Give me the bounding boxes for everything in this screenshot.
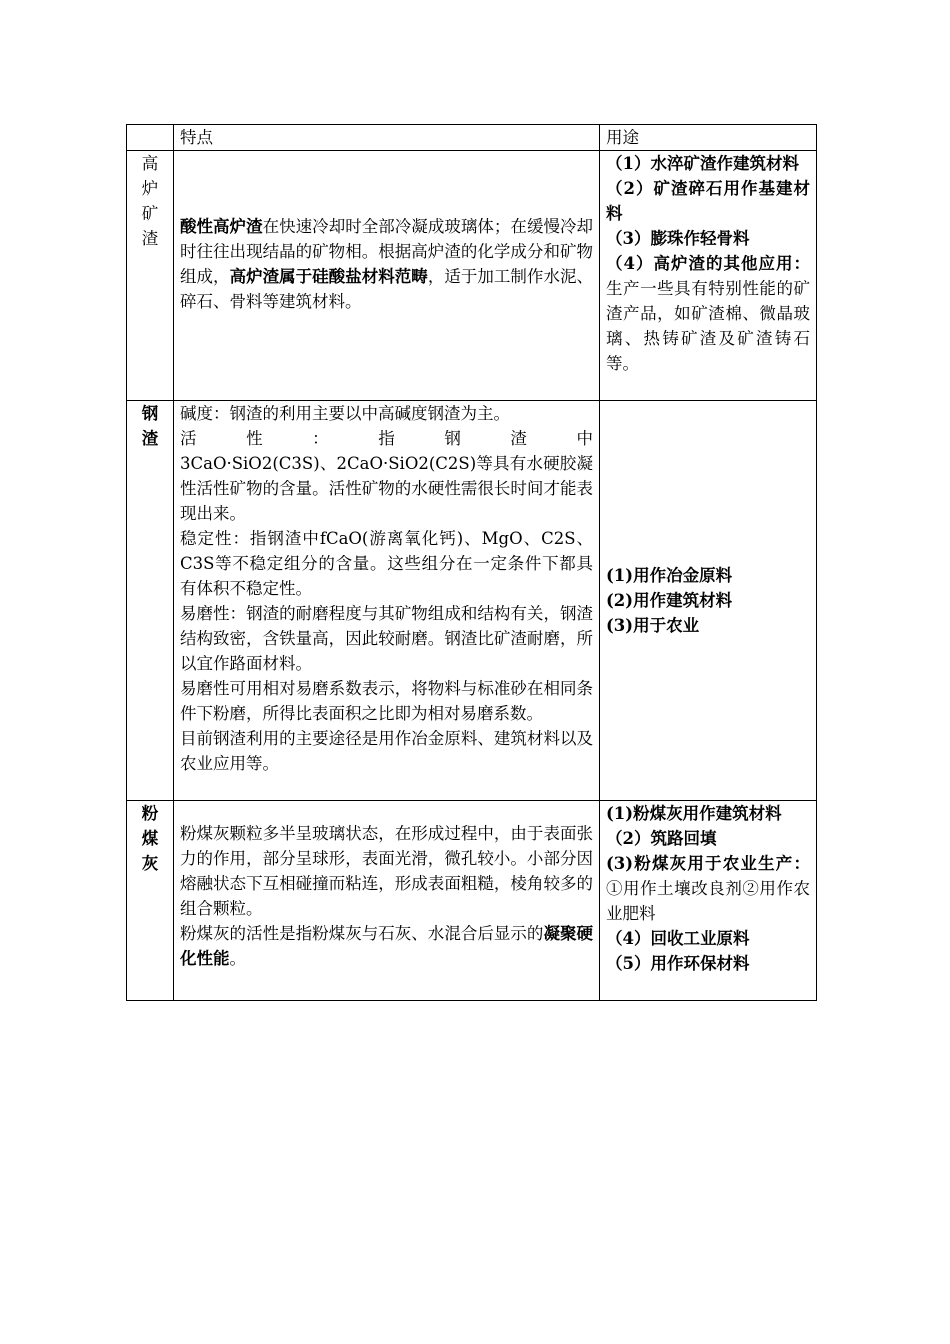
feature-grindability-coefficient: 易磨性可用相对易磨系数表示，将物料与标准砂在相同条件下粉磨，所得比表面积之比即为相对易磨系数。 <box>180 679 593 723</box>
uses-fly-ash <box>600 801 817 1001</box>
slag-comparison-table <box>126 124 817 1001</box>
use-item: (3)用于农业 <box>606 616 700 635</box>
features-steel-slag <box>174 401 600 801</box>
uses-steel-slag <box>600 401 817 801</box>
category-fly-ash: 粉 煤 灰 <box>127 801 174 1001</box>
use-item: （2）矿渣碎石用作基建材料 <box>606 179 810 223</box>
use-item: （2）筑路回填 <box>606 829 717 848</box>
row-fly-ash <box>127 801 817 1001</box>
keyword-acid-slag: 酸性高炉渣 <box>180 216 263 236</box>
feature-stability: 稳定性：指钢渣中fCaO(游离氧化钙)、MgO、C2S、C3S等不稳定组分的含量。这些组分在一定条件下都具有体积不稳定性。 <box>180 529 593 598</box>
feature-activity-label: 活性：指钢渣中 <box>180 429 593 448</box>
use-item: (1)用作冶金原料 <box>606 566 733 585</box>
use-item: (2)用作建筑材料 <box>606 591 733 610</box>
uses-blast-furnace-slag <box>600 151 817 401</box>
features-blast-furnace-slag: 酸性高炉渣在快速冷却时全部冷凝成玻璃体；在缓慢冷却时往往出现结晶的矿物相。根据高炉渣的化学成分和矿物组成，高炉渣属于硅酸盐材料范畴，适于加工制作水泥、碎石、骨料等建筑材料。 <box>174 151 600 401</box>
use-item: （4）高炉渣的其他应用：生产一些具有特别性能的矿渣产品，如矿渣棉、微晶玻璃、热铸矿渣及矿渣铸石等。 <box>606 254 810 373</box>
header-uses: 用途 <box>600 125 817 151</box>
category-blast-furnace-slag: 高 炉 矿 渣 <box>127 151 174 401</box>
row-blast-furnace-slag <box>127 151 817 401</box>
feature-grindability: 易磨性：钢渣的耐磨程度与其矿物组成和结构有关，钢渣结构致密，含铁量高，因此较耐磨。钢渣比矿渣耐磨，所以宜作路面材料。 <box>180 604 593 673</box>
row-steel-slag <box>127 401 817 801</box>
header-row <box>127 125 817 151</box>
use-item: （1）水淬矿渣作建筑材料 <box>606 154 799 173</box>
use-item: (1)粉煤灰用作建筑材料 <box>606 804 782 823</box>
use-item: （3）膨珠作轻骨料 <box>606 229 750 248</box>
header-empty-cell <box>127 125 174 151</box>
keyword-hardening: 凝聚硬化性能 <box>180 924 594 968</box>
feature-particles: 粉煤灰颗粒多半呈玻璃状态，在形成过程中，由于表面张力的作用，部分呈球形，表面光滑，微孔较小。小部分因熔融状态下互相碰撞而粘连，形成表面粗糙，棱角较多的组合颗粒。 <box>180 824 593 918</box>
keyword-silicate: 高炉渣属于硅酸盐材料范畴 <box>229 266 428 286</box>
use-item: （4）回收工业原料 <box>606 929 750 948</box>
feature-activity: 粉煤灰的活性是指粉煤灰与石灰、水混合后显示的凝聚硬化性能。 <box>180 924 594 968</box>
use-item: （5）用作环保材料 <box>606 954 750 973</box>
feature-utilization: 目前钢渣利用的主要途径是用作冶金原料、建筑材料以及农业应用等。 <box>180 729 593 773</box>
feature-basicity: 碱度：钢渣的利用主要以中高碱度钢渣为主。 <box>180 404 510 423</box>
features-fly-ash <box>174 801 600 1001</box>
category-steel-slag: 钢 渣 <box>127 401 174 801</box>
feature-activity-detail: 3CaO·SiO2(C3S)、2CaO·SiO2(C2S)等具有水硬胶凝性活性矿物的含量。活性矿物的水硬性需很长时间才能表现出来。 <box>180 454 593 523</box>
use-item: (3)粉煤灰用于农业生产：①用作土壤改良剂②用作农业肥料 <box>606 854 810 923</box>
header-features: 特点 <box>174 125 600 151</box>
